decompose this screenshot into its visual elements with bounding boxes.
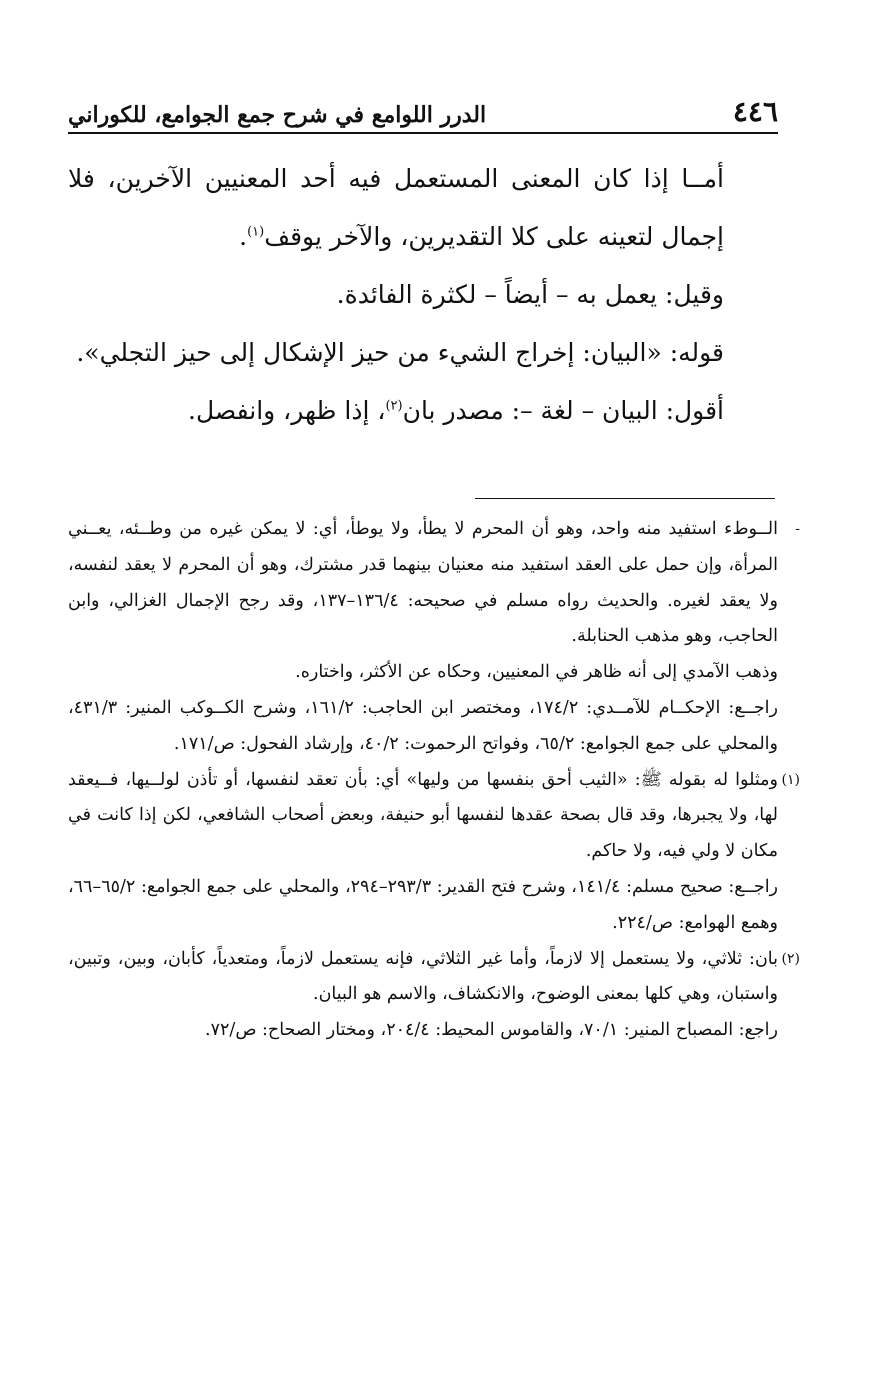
footnote-ref-1: (١) — [247, 224, 265, 240]
paragraph-1 — [68, 150, 778, 266]
footnote-2 — [68, 942, 800, 1049]
footnote-separator — [475, 498, 775, 499]
footnote-2-para-2: راجع: المصباح المنير: ٧٠/١، والقاموس المحيط: ٢٠٤/٤، ومختار الصحاح: ص/٧٢. — [205, 1020, 778, 1041]
footnote-1-marker: (١) — [781, 771, 800, 788]
paragraph-1-end: . — [239, 222, 248, 251]
footnote-cont-para-3: راجــع: الإحكــام للآمــدي: ١٧٤/٢، ومختصر ابن الحاجب: ١٦١/٢، وشرح الكــوكب المنير: ٤٣١/٣، والمحلي على جمع الجوامع: ٦٥/٢، وفواتح الرحموت: ٤٠/٢، وإرشاد الفحول: ص/١٧١. — [68, 697, 778, 754]
continuation-dash: - — [795, 521, 800, 537]
page-header — [68, 88, 778, 134]
running-title: الدرر اللوامع في شرح جمع الجوامع، للكوراني — [68, 102, 487, 128]
page-number: ٤٤٦ — [732, 95, 778, 128]
footnote-2-para-1: بان: ثلاثي، ولا يستعمل إلا لازماً، وأما غير الثلاثي، فإنه يستعمل لازماً، ومتعدياً، كأبان، وبين، وتبين، واستبان، وهي كلها بمعنى الوضوح، والانكشاف، والاسم هو البيان. — [68, 948, 778, 1005]
footnote-cont-para-2: وذهب الآمدي إلى أنه ظاهر في المعنيين، وحكاه عن الأكثر، واختاره. — [295, 662, 778, 683]
footnote-2-marker: (٢) — [781, 950, 800, 967]
paragraph-4-text-b: ، إذا ظهر، وانفصل. — [188, 396, 386, 425]
paragraph-2: وقيل: يعمل به – أيضاً – لكثرة الفائدة. — [336, 280, 724, 309]
footnote-1-para-1: ومثلوا له بقوله ﷺ: «الثيب أحق بنفسها من وليها» أي: بأن تعقد لنفسها، أو تأذن لولــيها، فــيعقد لها، ولا يجبرها، وقد قال بصحة عقدها لنفسها أبو حنيفة، وبعض أصحاب الشافعي، لكن إذا كانت في مكان لا ولي فيه، ولا حاكم. — [68, 769, 778, 862]
footnote-ref-2: (٢) — [385, 398, 403, 414]
footnotes — [68, 512, 800, 1049]
footnote-continuation — [68, 512, 800, 763]
paragraph-3: قوله: «البيان: إخراج الشيء من حيز الإشكال إلى حيز التجلي». — [76, 338, 724, 367]
footnote-1 — [68, 763, 800, 942]
paragraph-4 — [68, 382, 778, 440]
paragraph-1-text: أمــا إذا كان المعنى المستعمل فيه أحد المعنيين الآخرين، فلا إجمال لتعينه على كلا التقديرين، والآخر يوقف — [68, 164, 724, 251]
paragraph-4-text-a: أقول: البيان – لغة –: مصدر بان — [402, 396, 724, 425]
footnote-cont-para-1: الــوطء استفيد منه واحد، وهو أن المحرم لا يطأ، ولا يوطأ، أي: لا يمكن غيره من وطــئه، يعــني المرأة، وإن حمل على العقد استفيد منه معنيان بينهما قدر مشترك، وهو أن المحرم لا يعقد لنفسه، ولا يعقد لغيره. والحديث رواه مسلم في صحيحه: ١٣٦/٤–١٣٧، وقد رجح الإجمال الغزالي، وابن الحاجب، وهو مذهب الحنابلة. — [68, 519, 778, 647]
footnote-1-para-2: راجــع: صحيح مسلم: ١٤١/٤، وشرح فتح القدير: ٢٩٣/٣–٢٩٤، والمحلي على جمع الجوامع: ٦٥/٢–٦٦، وهمع الهوامع: ص/٢٢٤. — [68, 876, 779, 933]
main-text — [68, 150, 778, 440]
